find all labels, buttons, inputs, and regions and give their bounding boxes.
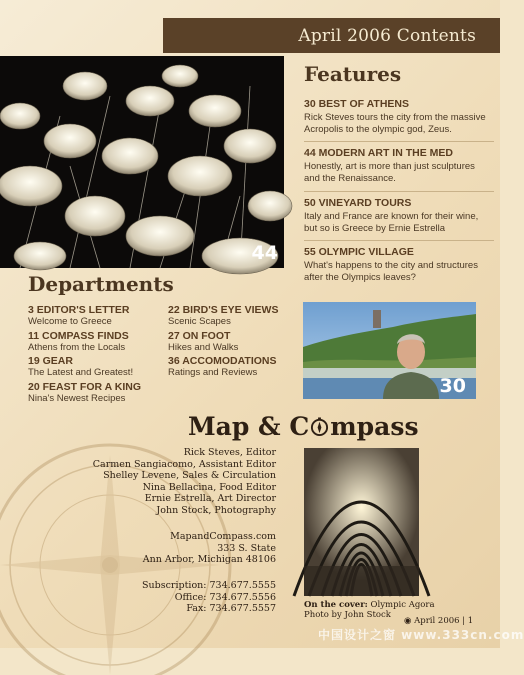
- feature-description-line: Italy and France are known for their wine,: [304, 211, 479, 222]
- department-title: 36 ACCOMODATIONS: [168, 355, 277, 367]
- feature-divider: [304, 141, 494, 142]
- department-title: 19 GEAR: [28, 355, 73, 367]
- feature-description-line: Rick Steves tours the city from the massive: [304, 112, 486, 123]
- watermark: 中国设计之窗 www.333cn.com: [318, 628, 524, 642]
- feature-divider: [304, 191, 494, 192]
- feature-title: 50 VINEYARD TOURS: [304, 197, 412, 209]
- website-link[interactable]: MapandCompass.com: [170, 531, 276, 542]
- feature-description-line: after the Olympics leaves?: [304, 272, 416, 283]
- feature-item[interactable]: [304, 197, 494, 235]
- department-title: 22 BIRD'S EYE VIEWS: [168, 304, 279, 316]
- department-item[interactable]: [28, 304, 168, 327]
- cover-photo: [304, 448, 419, 596]
- department-item[interactable]: [168, 304, 308, 327]
- department-item[interactable]: [28, 355, 168, 378]
- department-description: The Latest and Greatest!: [28, 367, 134, 378]
- department-description: Athens from the Locals: [28, 342, 126, 353]
- department-item[interactable]: [168, 330, 308, 353]
- cover-caption-text: Olympic Agora: [367, 600, 435, 610]
- compass-icon: [310, 417, 329, 436]
- staff-line: John Stock, Photography: [156, 504, 276, 516]
- folio-text: April 2006 | 1: [414, 616, 474, 626]
- feature-item[interactable]: [304, 246, 494, 284]
- masthead-title-part: Map & C: [188, 412, 310, 441]
- staff-line: Carmen Sangiacomo, Assistant Editor: [92, 458, 276, 470]
- staff-line: Ernie Estrella, Art Director: [144, 493, 276, 505]
- feature-title: 55 OLYMPIC VILLAGE: [304, 246, 414, 258]
- umbrellas-illustration: [0, 56, 284, 268]
- compass-small-icon: ◉: [404, 616, 412, 626]
- staff-list: [93, 447, 276, 517]
- cover-caption-label: On the cover:: [304, 600, 368, 610]
- portrait-photo: [303, 302, 476, 399]
- cover-photo-credit: Photo by John Stock: [304, 610, 391, 620]
- address-line: Ann Arbor, Michigan 48106: [142, 554, 276, 566]
- feature-description-line: What's happens to the city and structures: [304, 260, 478, 271]
- masthead-title: [188, 412, 419, 441]
- masthead-title-part: mpass: [330, 412, 419, 441]
- staff-line: Shelley Levene, Sales & Circulation: [103, 470, 276, 482]
- feature-divider: [304, 240, 494, 241]
- department-title: 27 ON FOOT: [168, 330, 231, 342]
- feature-description-line: and the Renaissance.: [304, 173, 396, 184]
- department-item[interactable]: [168, 355, 308, 378]
- department-title: 20 FEAST FOR A KING: [28, 381, 141, 393]
- feature-item[interactable]: [304, 98, 494, 136]
- features-heading: Features: [304, 62, 402, 86]
- feature-title: 44 MODERN ART IN THE MED: [304, 147, 453, 159]
- header-bar: [163, 18, 500, 53]
- department-item[interactable]: [28, 330, 168, 353]
- staff-line: Rick Steves, Editor: [183, 447, 276, 458]
- arches-illustration: [304, 448, 419, 596]
- department-description: Ratings and Reviews: [168, 367, 258, 378]
- page-folio: [404, 616, 473, 626]
- phone-line: Subscription: 734.677.5555: [142, 580, 276, 591]
- feature-description-line: but so is Greece by Ernie Estrella: [304, 223, 445, 234]
- page-title: April 2006 Contents: [298, 26, 476, 46]
- department-description: Scenic Scapes: [168, 316, 231, 327]
- hero-photo-umbrellas: [0, 56, 284, 268]
- department-description: Welcome to Greece: [28, 316, 112, 327]
- department-title: 3 EDITOR'S LETTER: [28, 304, 130, 316]
- department-title: 11 COMPASS FINDS: [28, 330, 129, 342]
- feature-description-line: Honestly, art is more than just sculptures: [304, 161, 475, 172]
- address-line: 333 S. State: [217, 542, 276, 554]
- hero-page-number: 44: [251, 242, 278, 264]
- staff-line: Nina Bellacina, Food Editor: [142, 481, 276, 493]
- department-description: Nina's Newest Recipes: [28, 393, 126, 404]
- phone-line: Office: 734.677.5556: [174, 591, 276, 603]
- portrait-page-number: 30: [439, 375, 466, 397]
- department-item[interactable]: [28, 381, 168, 404]
- departments-heading: Departments: [28, 272, 174, 296]
- department-description: Hikes and Walks: [168, 342, 239, 353]
- phone-line: Fax: 734.677.5557: [186, 603, 276, 615]
- feature-title: 30 BEST OF ATHENS: [304, 98, 410, 110]
- phone-block: [142, 580, 276, 615]
- feature-description-line: Acropolis to the olympic god, Zeus.: [304, 124, 452, 135]
- feature-item[interactable]: [304, 147, 494, 185]
- address-block: [143, 531, 276, 566]
